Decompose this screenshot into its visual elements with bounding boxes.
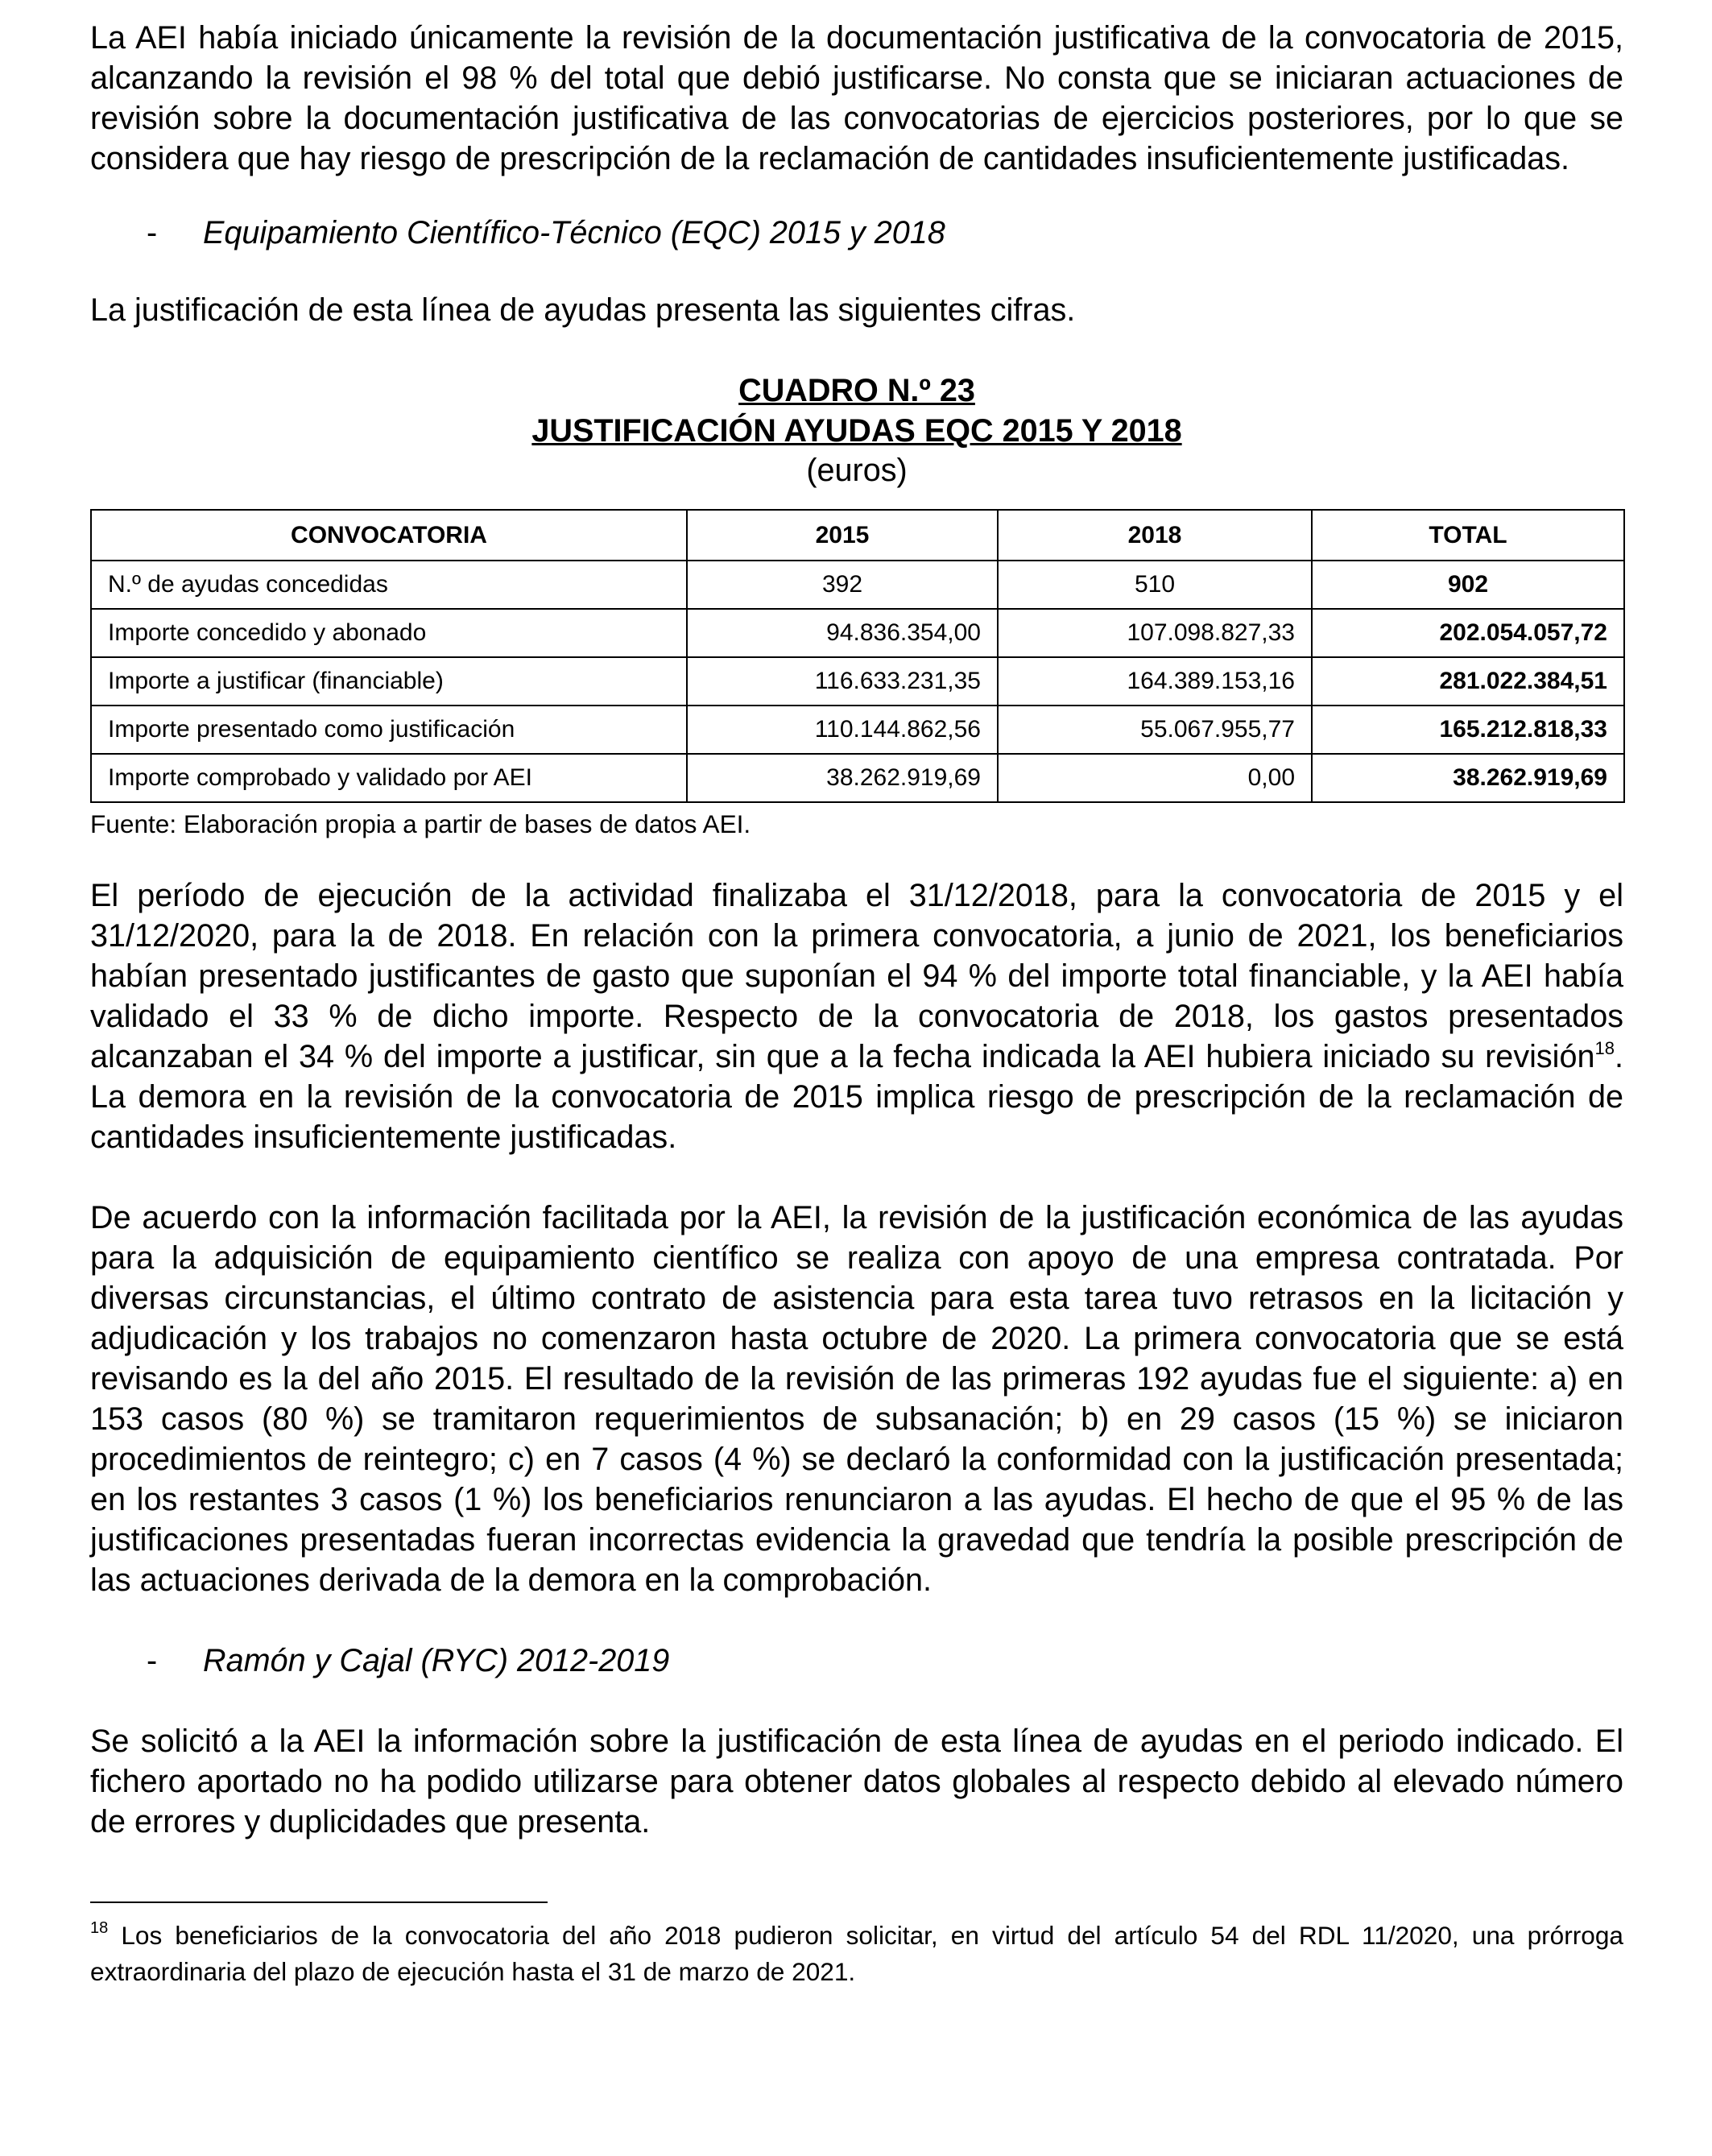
cell-2018: 107.098.827,33 — [998, 609, 1312, 657]
footnote-separator — [90, 1902, 548, 1903]
footnote-text: Los beneficiarios de la convocatoria del año 2018 pudieron solicitar, en virtud del artículo 54 del RDL 11/2020, una prórroga extraordinaria del plazo de ejecución hasta el 31 de marzo de 2021. — [90, 1921, 1623, 1986]
row-label: Importe a justificar (financiable) — [91, 657, 687, 706]
table-row — [91, 609, 1624, 657]
cell-total: 202.054.057,72 — [1312, 609, 1624, 657]
cell-2018: 55.067.955,77 — [998, 706, 1312, 754]
paragraph-periodo-ejecucion — [90, 875, 1623, 1157]
paragraph-aei-revision: La AEI había iniciado únicamente la revisión de la documentación justificativa de la convocatoria de 2015, alcanzando la revisión el 98 % del total que debió justificarse. No consta que se iniciaran actuaciones de revisión sobre la documentación justificativa de las convocatorias de ejercicios posteriores, por lo que se considera que hay riesgo de prescripción de la reclamación de cantidades insuficientemente justificadas. — [90, 20, 1623, 176]
table-source: Fuente: Elaboración propia a partir de bases de datos AEI. — [90, 809, 751, 838]
cell-2015: 392 — [687, 561, 998, 609]
table-row — [91, 561, 1624, 609]
bullet-dash: - — [147, 215, 158, 250]
section-heading-ryc: Ramón y Cajal (RYC) 2012-2019 — [203, 1643, 670, 1678]
footnote-number: 18 — [90, 1919, 109, 1937]
header-total: TOTAL — [1312, 510, 1624, 561]
cell-2015: 116.633.231,35 — [687, 657, 998, 706]
table-header-row — [91, 510, 1624, 561]
cell-2015: 38.262.919,69 — [687, 754, 998, 802]
cell-total: 281.022.384,51 — [1312, 657, 1624, 706]
table-row — [91, 706, 1624, 754]
cell-total: 902 — [1312, 561, 1624, 609]
cell-2015: 110.144.862,56 — [687, 706, 998, 754]
row-label: Importe comprobado y validado por AEI — [91, 754, 687, 802]
section-item-ryc — [90, 1641, 1623, 1681]
section-heading-eqc: Equipamiento Científico-Técnico (EQC) 2015 y 2018 — [203, 215, 945, 250]
table-title: JUSTIFICACIÓN AYUDAS EQC 2015 Y 2018 — [531, 413, 1182, 449]
paragraph-revision-empresa: De acuerdo con la información facilitada por la AEI, la revisión de la justificación económica de las ayudas para la adquisición de equipamiento científico se realiza con apoyo de una empresa contratada. Por diversas circunstancias, el último contrato de asistencia para esta tarea tuvo retrasos en la licitación y adjudicación y los trabajos no comenzaron hasta octubre de 2020. La primera convocatoria que se está revisando es la del año 2015. El resultado de la revisión de las primeras 192 ayudas fue el siguiente: a) en 153 casos (80 %) se tramitaron requerimientos de subsanación; b) en 29 casos (15 %) se iniciaron procedimientos de reintegro; c) en 7 casos (4 %) se declaró la conformidad con la justificación presentada; en los restantes 3 casos (1 %) los beneficiarios renunciaron a las ayudas. El hecho de que el 95 % de las justificaciones presentadas fueran incorrectas evidencia la gravedad que tendría la posible prescripción de las actuaciones derivada de la demora en la comprobación. — [90, 1200, 1623, 1598]
cell-2018: 510 — [998, 561, 1312, 609]
table-row — [91, 657, 1624, 706]
section-item-eqc — [90, 213, 1623, 253]
cell-total: 38.262.919,69 — [1312, 754, 1624, 802]
cell-total: 165.212.818,33 — [1312, 706, 1624, 754]
row-label: N.º de ayudas concedidas — [91, 561, 687, 609]
paragraph-intro-cifras: La justificación de esta línea de ayudas presenta las siguientes cifras. — [90, 292, 1076, 328]
cell-2018: 164.389.153,16 — [998, 657, 1312, 706]
paragraph-text-cont: . La demora en la revisión de la convocatoria de 2015 implica riesgo de prescripción de la reclamación de cantidades insuficientemente justificadas. — [90, 1039, 1623, 1155]
table-number: CUADRO N.º 23 — [738, 373, 975, 408]
document-page — [90, 18, 1623, 1990]
justification-table — [90, 509, 1625, 803]
header-2015: 2015 — [687, 510, 998, 561]
cell-2018: 0,00 — [998, 754, 1312, 802]
paragraph-text: El período de ejecución de la actividad finalizaba el 31/12/2018, para la convocatoria de 2015 y el 31/12/2020, para la de 2018. En relación con la primera convocatoria, a junio de 2021, los beneficiarios habían presentado justificantes de gasto que suponían el 94 % del importe total financiable, y la AEI había validado el 33 % de dicho importe. Respecto de la convocatoria de 2018, los gastos presentados alcanzaban el 34 % del importe a justificar, sin que a la fecha indicada la AEI hubiera iniciado su revisión — [90, 878, 1623, 1074]
table-caption — [90, 370, 1623, 490]
row-label: Importe concedido y abonado — [91, 609, 687, 657]
header-convocatoria: CONVOCATORIA — [91, 510, 687, 561]
footnote-reference: 18 — [1594, 1038, 1615, 1058]
cell-2015: 94.836.354,00 — [687, 609, 998, 657]
row-label: Importe presentado como justificación — [91, 706, 687, 754]
table-units: (euros) — [806, 453, 908, 488]
table-row — [91, 754, 1624, 802]
footnote — [90, 1918, 1623, 1990]
paragraph-ryc: Se solicitó a la AEI la información sobre la justificación de esta línea de ayudas en el periodo indicado. El fichero aportado no ha podido utilizarse para obtener datos globales al respecto debido al elevado número de errores y duplicidades que presenta. — [90, 1724, 1623, 1839]
header-2018: 2018 — [998, 510, 1312, 561]
bullet-dash: - — [147, 1643, 158, 1678]
